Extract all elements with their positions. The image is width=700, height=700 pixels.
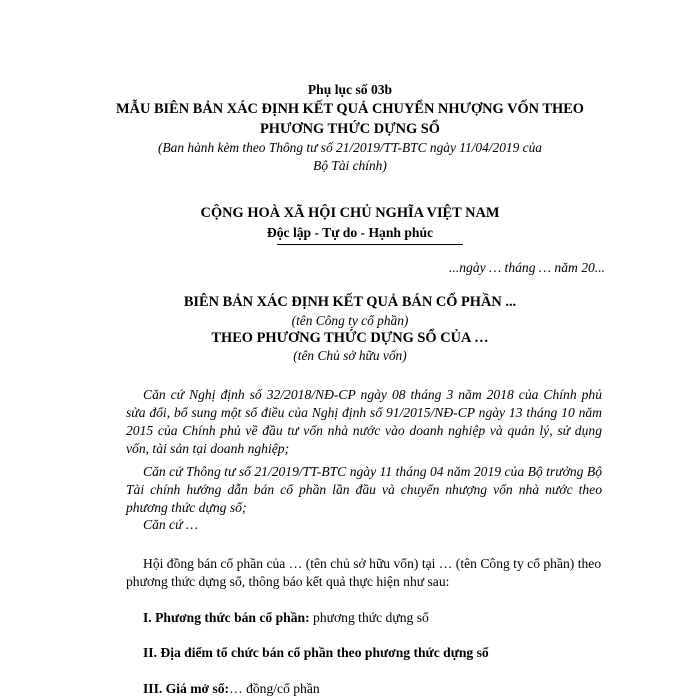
section-heading: I. Phương thức bán cổ phần: bbox=[143, 610, 310, 625]
section-item bbox=[143, 610, 429, 626]
appendix-issued-line1: (Ban hành kèm theo Thông tư số 21/2019/TT-BTC ngày 11/04/2019 của bbox=[158, 140, 542, 155]
intro-line2: phương thức dựng sổ, thông báo kết quả thực hiện như sau: bbox=[126, 574, 450, 589]
national-header-motto: Độc lập - Tự do - Hạnh phúc bbox=[266, 225, 434, 240]
report-title-line1: BIÊN BẢN XÁC ĐỊNH KẾT QUẢ BÁN CỔ PHẦN ... bbox=[183, 294, 517, 310]
section-heading: II. Địa điểm tổ chức bán cổ phần theo phương thức dựng sổ bbox=[143, 645, 489, 660]
report-title-line1-note: (tên Công ty cổ phần) bbox=[291, 313, 409, 328]
section-value: … đồng/cổ phần bbox=[229, 681, 320, 696]
appendix-issued-line2: Bộ Tài chính) bbox=[313, 158, 387, 173]
national-header-country: CỘNG HOÀ XÃ HỘI CHỦ NGHĨA VIỆT NAM bbox=[200, 205, 500, 221]
intro-line1: Hội đồng bán cổ phần của … (tên chủ sở hữu vốn) tại … (tên Công ty cổ phần) theo bbox=[143, 556, 602, 571]
motto-underline bbox=[277, 244, 463, 245]
section-heading: III. Giá mở sổ: bbox=[143, 681, 230, 696]
appendix-label: Phụ lục số 03b bbox=[307, 82, 393, 97]
section-item bbox=[143, 681, 320, 697]
report-title-line2: THEO PHƯƠNG THỨC DỰNG SỔ CỦA … bbox=[211, 330, 489, 346]
date-line: ...ngày … tháng … năm 20... bbox=[449, 260, 605, 275]
legal-basis-paragraph: Căn cứ Thông tư số 21/2019/TT-BTC ngày 11 tháng 04 năm 2019 của Bộ trưởng Bộ Tài chính hướng dẫn bán cổ phần lần đầu và chuyển nhượng vốn nhà nước theo phương thức dựng sổ; bbox=[126, 464, 602, 515]
appendix-title-line2: PHƯƠNG THỨC DỰNG SỔ bbox=[259, 121, 441, 137]
report-title-line2-note: (tên Chủ sở hữu vốn) bbox=[293, 348, 407, 363]
appendix-title-line1: MẪU BIÊN BẢN XÁC ĐỊNH KẾT QUẢ CHUYỂN NHƯỢNG VỐN THEO bbox=[115, 101, 584, 117]
legal-basis-paragraph: Căn cứ … bbox=[143, 517, 198, 532]
legal-basis-paragraph: Căn cứ Nghị định số 32/2018/NĐ-CP ngày 08 tháng 3 năm 2018 của Chính phủ sửa đổi, bổ sung một số điều của Nghị định số 91/2015/NĐ-CP ngày 13 tháng 10 năm 2015 của Chính phủ về đầu tư vốn nhà nước vào doanh nghiệp và quản lý, sử dụng vốn, tài sản tại doanh nghiệp; bbox=[126, 387, 602, 456]
section-value: phương thức dựng sổ bbox=[309, 610, 429, 625]
section-item bbox=[143, 645, 489, 661]
